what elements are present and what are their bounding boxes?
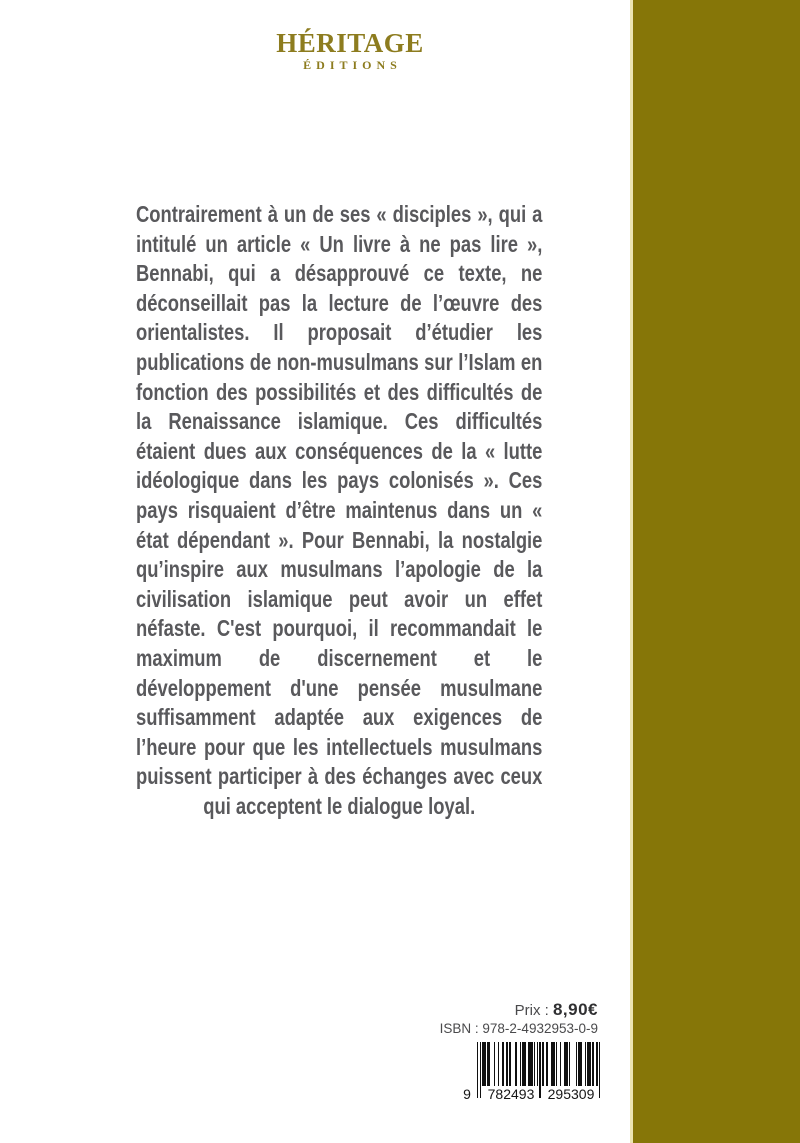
ean13-barcode: [463, 1042, 601, 1114]
publisher-name: HÉRITAGE: [276, 28, 424, 58]
back-cover-blurb: Contrairement à un de ses « disciples », qui a intitulé un article « Un livre à ne pas lire », Bennabi, qui a désapprouvé ce texte, ne déconseillait pas la lecture de l’œuvre des orientalistes. Il proposait d’étudier les publications de non-musulmans sur l’Islam en fonction des possibilités et des difficultés de la Renaissance islamique. Ces difficultés étaient dues aux conséquences de la « lutte idéologique dans les pays colonisés ». Ces pays risquaient d’être maintenus dans un « état dépendant ». Pour Bennabi, la nostalgie qu’inspire aux musulmans l’apologie de la civilisation islamique peut avoir un effet néfaste. C'est pourquoi, il recommandait le maximum de discernement et le développement d'une pensée musulmane suffisamment adaptée aux exigences de l’heure pour que les intellectuels musulmans puissent participer à des échanges avec ceux qui acceptent le dialogue loyal.: [136, 201, 543, 819]
publisher-logo: [250, 30, 450, 71]
isbn-label: ISBN :: [439, 1021, 479, 1036]
barcode-digit-first: 9: [463, 1086, 471, 1102]
barcode-digit-group1: 782493: [484, 1086, 538, 1102]
price-label: Prix :: [514, 1002, 549, 1019]
barcode-digit-group2: 295309: [544, 1086, 598, 1102]
pricing-block: [300, 1000, 598, 1037]
isbn-line: [300, 1020, 598, 1037]
publisher-subtitle: ÉDITIONS: [303, 58, 402, 72]
price-value: 8,90€: [552, 1000, 598, 1019]
isbn-value: 978-2-4932953-0-9: [482, 1021, 598, 1036]
price-line: [300, 1000, 598, 1020]
barcode-digits: [463, 1086, 601, 1102]
olive-color-stripe: [630, 0, 800, 1143]
